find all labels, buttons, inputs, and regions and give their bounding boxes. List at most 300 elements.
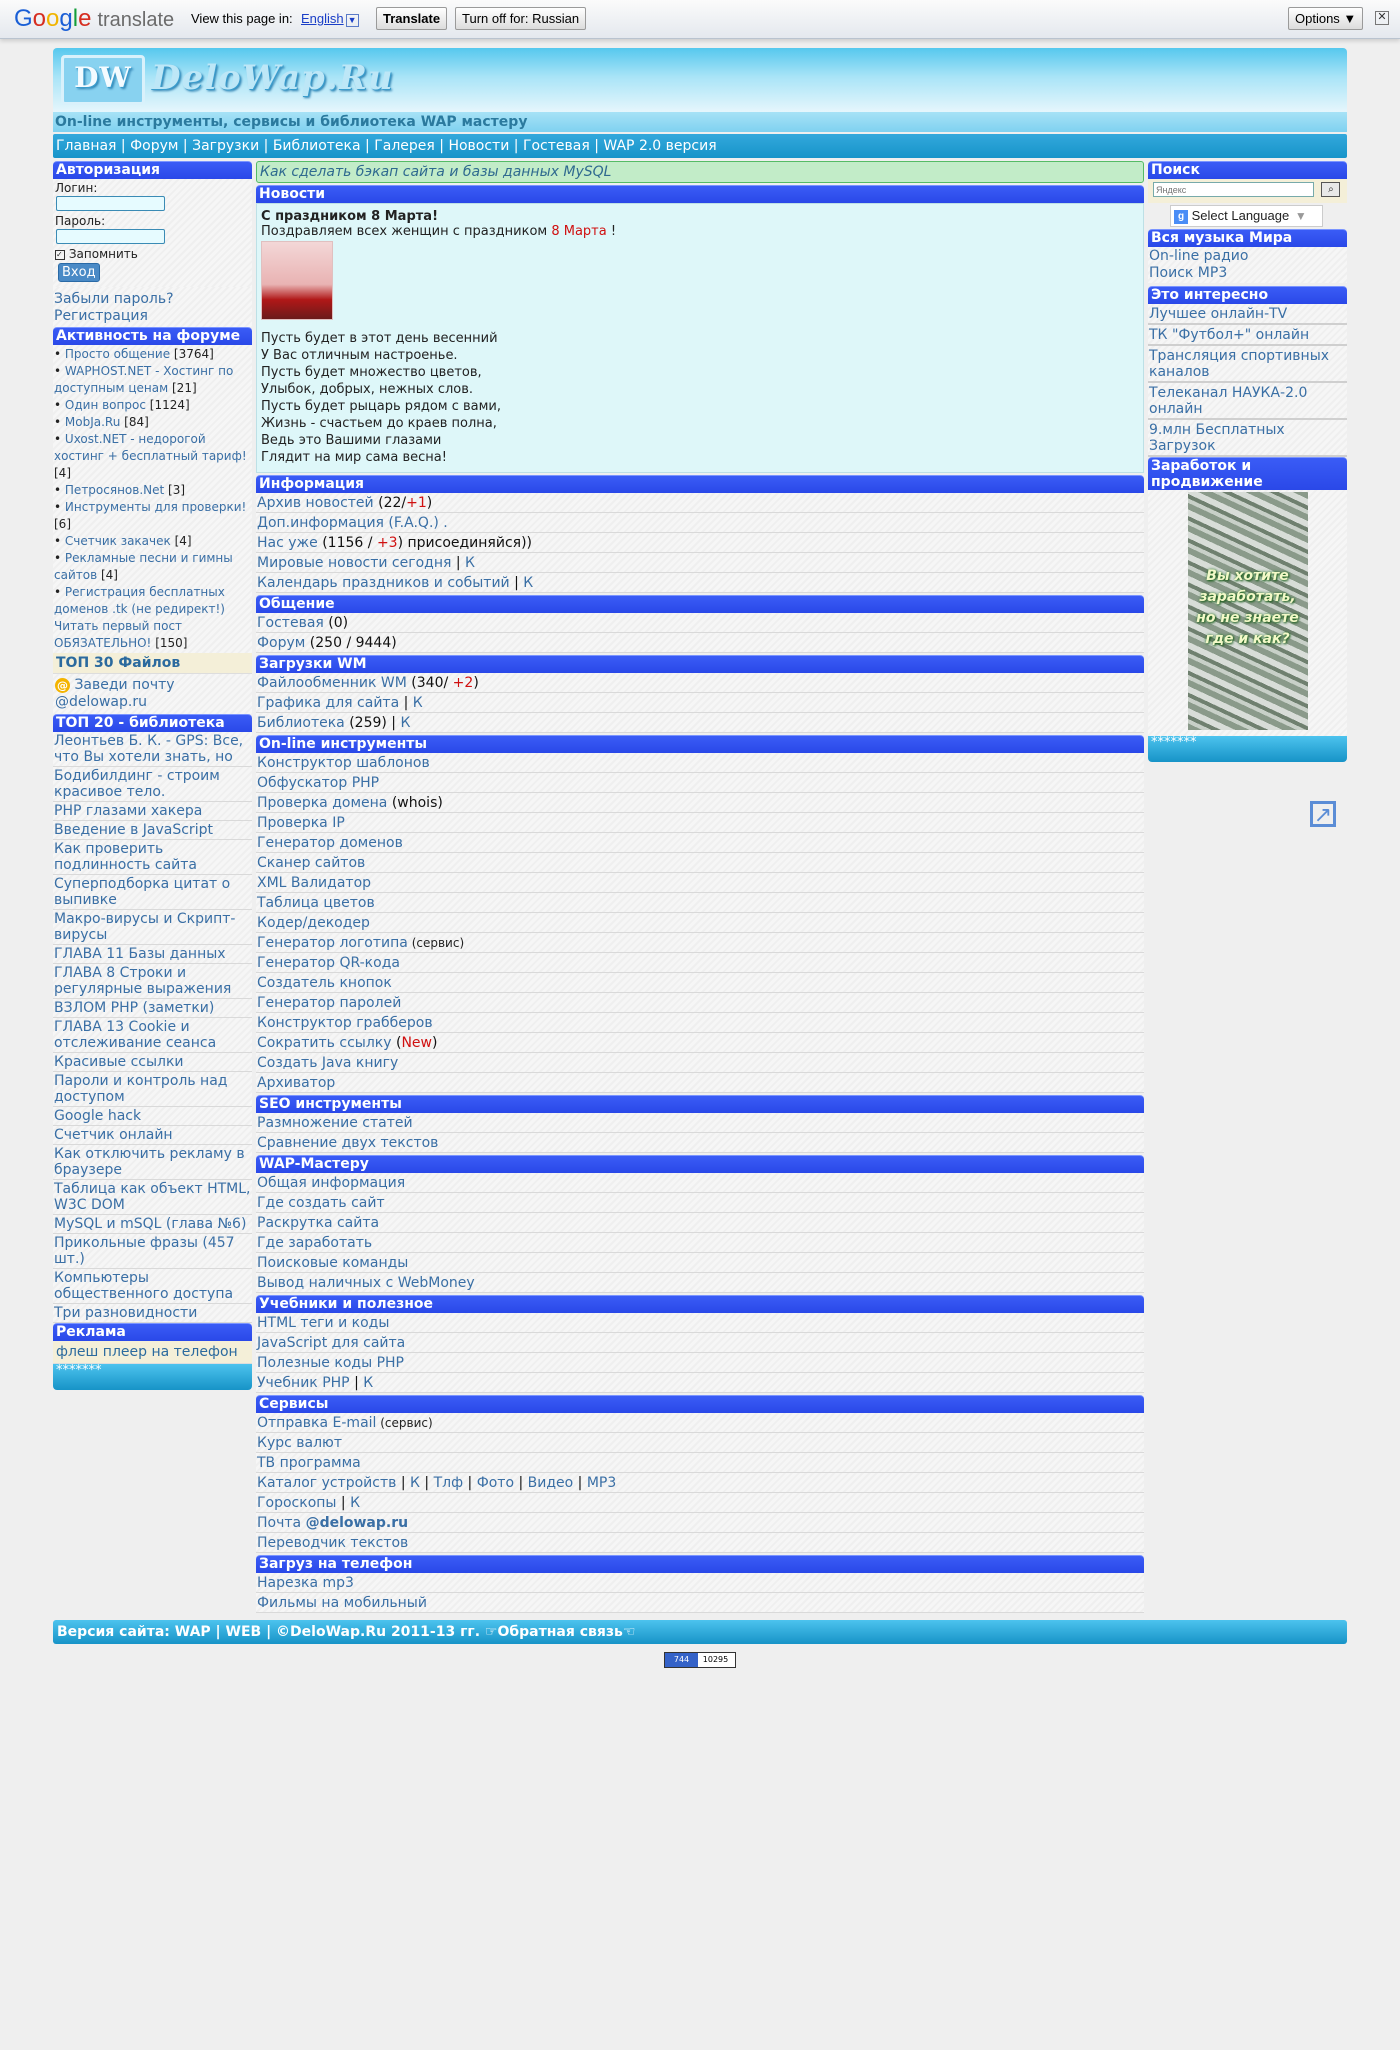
section-row (256, 613, 1144, 633)
row-link[interactable]: Генератор логотипа (257, 935, 408, 951)
section-row (256, 793, 1144, 813)
forum-activity-list (53, 345, 252, 653)
row-link[interactable]: Гостевая (257, 615, 324, 631)
row-link[interactable]: Проверка IP (257, 815, 345, 831)
row-link[interactable]: Каталог устройств (257, 1475, 397, 1491)
row-link[interactable]: Сравнение двух текстов (257, 1135, 439, 1151)
library-item[interactable]: MySQL и mSQL (глава №6) (53, 1215, 252, 1234)
section-row (256, 1233, 1144, 1253)
row-link[interactable]: Тлф (433, 1475, 464, 1491)
forum-topic-count: [4] (100, 568, 118, 582)
section-row (256, 993, 1144, 1013)
section-row (256, 853, 1144, 873)
interest-item[interactable]: 9.млн Бесплатных Загрузок (1148, 420, 1347, 457)
section-header: Загрузки WM (256, 655, 1144, 673)
auth-header: Авторизация (53, 161, 252, 179)
section-header: On-line инструменты (256, 735, 1144, 753)
left-sidebar (53, 161, 252, 1390)
language-value: English (301, 11, 344, 26)
row-text: ) присоединяйся)) (397, 535, 532, 551)
forum-topic-link[interactable]: Счетчик закачек (64, 534, 171, 548)
section-row (256, 1373, 1144, 1393)
row-link[interactable]: Мировые новости сегодня (257, 555, 452, 571)
interest-item[interactable]: ТК "Футбол+" онлайн (1148, 325, 1347, 346)
featured-article-link[interactable]: Как сделать бэкап сайта и базы данных MySQL (256, 161, 1144, 183)
section-row (256, 1573, 1144, 1593)
interest-item[interactable]: Лучшее онлайн-TV (1148, 304, 1347, 325)
news-heading: С праздником 8 Марта! (261, 209, 438, 224)
row-text: ) (473, 675, 479, 691)
nav-item-home[interactable]: Главная (56, 138, 117, 154)
forum-activity-item (54, 431, 251, 482)
library-item[interactable]: Леонтьев Б. К. - GPS: Все, что Вы хотели знать, но (53, 732, 252, 767)
password-input[interactable] (56, 229, 165, 244)
row-link[interactable]: Вывод наличных с WebMoney (257, 1275, 475, 1291)
site-wrapper (53, 48, 1347, 1611)
logo-mark: DW (61, 55, 145, 105)
row-link[interactable]: Календарь праздников и событий (257, 575, 510, 591)
section-row (256, 533, 1144, 553)
row-link[interactable]: Курс валют (257, 1435, 342, 1451)
checkbox-icon[interactable]: ✓ (55, 250, 65, 260)
earn-banner-wrap (1148, 490, 1347, 736)
bullet: • (54, 585, 65, 599)
row-link[interactable]: Видео (527, 1475, 574, 1491)
row-link[interactable]: Нас уже (257, 535, 318, 551)
nav-separator: | (434, 138, 449, 154)
row-link[interactable]: MP3 (586, 1475, 617, 1491)
forum-topic-link[interactable]: MobJa.Ru (64, 415, 121, 429)
select-language-label: Select Language (1191, 208, 1290, 223)
forum-topic-link[interactable]: Просто общение (64, 347, 171, 361)
forum-activity-header: Активность на форуме (53, 327, 252, 345)
banner-line: где и как? (1205, 631, 1290, 647)
forum-activity-item (54, 584, 251, 652)
poem-line: Пусть будет множество цветов, (261, 365, 482, 380)
row-link[interactable]: Архиватор (257, 1075, 336, 1091)
interest-header: Это интересно (1148, 286, 1347, 304)
poem-line: Глядит на мир сама весна! (261, 450, 447, 465)
row-link[interactable]: Доп.информация (F.A.Q.) . (257, 515, 448, 531)
visit-counter[interactable] (664, 1652, 736, 1668)
library-item[interactable]: ГЛАВА 13 Cookie и отслеживание сеанса (53, 1018, 252, 1053)
left-footer-bar: ******* (53, 1364, 252, 1390)
counter-today: 744 (665, 1653, 698, 1667)
top-files-link[interactable]: ТОП 30 Файлов (53, 653, 252, 674)
row-link[interactable]: Генератор доменов (257, 835, 403, 851)
row-link[interactable]: Отправка E-mail (257, 1415, 377, 1431)
row-link[interactable]: ТВ программа (257, 1455, 361, 1471)
logo-letter: o (32, 5, 47, 32)
section-row (256, 913, 1144, 933)
row-text: ) (431, 1035, 438, 1051)
row-link[interactable]: Где создать сайт (257, 1195, 385, 1211)
row-link[interactable]: Графика для сайта (257, 695, 400, 711)
bullet: • (54, 364, 65, 378)
section-row (256, 1313, 1144, 1333)
mail-promo (53, 674, 252, 714)
forum-activity-item (54, 414, 251, 431)
section-row (256, 1033, 1144, 1053)
row-link[interactable]: JavaScript для сайта (257, 1335, 406, 1351)
forum-activity-item (54, 499, 251, 533)
row-count-new: +1 (406, 495, 427, 511)
section-row (256, 1173, 1144, 1193)
interest-item[interactable]: Трансляция спортивных каналов (1148, 346, 1347, 383)
library-item[interactable]: Счетчик онлайн (53, 1126, 252, 1145)
section-row (256, 1593, 1144, 1613)
library-item[interactable]: Суперподборка цитат о выпивке (53, 875, 252, 910)
library-item[interactable]: Прикольные фразы (457 шт.) (53, 1234, 252, 1269)
row-link[interactable]: Кодер/декодер (257, 915, 370, 931)
site-tagline: On-line инструменты, сервисы и библиотека WAP мастеру (53, 112, 1347, 132)
row-link[interactable]: Общая информация (257, 1175, 406, 1191)
library-item[interactable]: Пароли и контроль над доступом (53, 1072, 252, 1107)
section-row (256, 1413, 1144, 1433)
row-text: | (509, 575, 524, 591)
forum-activity-item (54, 363, 251, 397)
forum-topic-link[interactable]: Регистрация бесплатных доменов .tk (не редирект!) Читать первый пост ОБЯЗАТЕЛЬНО! (54, 585, 225, 650)
bullet: • (54, 500, 65, 514)
row-note: (сервис) (407, 936, 465, 950)
forum-activity-item (54, 482, 251, 499)
forum-topic-count: [3] (168, 483, 186, 497)
row-link-bold[interactable]: @delowap.ru (305, 1515, 409, 1531)
section-row (256, 893, 1144, 913)
section-row (256, 1333, 1144, 1353)
poem-line: Пусть будет рыцарь рядом с вами, (261, 399, 502, 414)
nav-item-guestbook[interactable]: Гостевая (522, 138, 590, 154)
section-header: Учебники и полезное (256, 1295, 1144, 1313)
forum-topic-count: [4] (174, 534, 192, 548)
main-sections (256, 475, 1144, 1613)
row-link[interactable]: К (363, 1375, 374, 1391)
forum-activity-item (54, 397, 251, 414)
external-link-icon[interactable]: ↗ (1310, 801, 1336, 827)
row-link[interactable]: XML Валидатор (257, 875, 372, 891)
row-link[interactable]: Проверка домена (257, 795, 388, 811)
news-image (261, 241, 333, 320)
interest-item[interactable]: Телеканал НАУКА-2.0 онлайн (1148, 383, 1347, 420)
earn-banner-text (1188, 566, 1308, 650)
row-text: (259) | (344, 715, 401, 731)
row-link[interactable]: Размножение статей (257, 1115, 413, 1131)
google-translate-logo (14, 5, 174, 33)
logo-letter: e (78, 5, 92, 32)
row-link[interactable]: Поисковые команды (257, 1255, 409, 1271)
remember-row[interactable] (55, 247, 252, 261)
nav-item-library[interactable]: Библиотека (272, 138, 361, 154)
at-sign-icon: @ (57, 679, 68, 692)
section-header: Сервисы (256, 1395, 1144, 1413)
section-row (256, 1493, 1144, 1513)
news-line (261, 224, 1139, 239)
logo-text: DeloWap.Ru (151, 58, 394, 98)
news-line-end: ! (606, 224, 617, 239)
section-row (256, 1133, 1144, 1153)
site-logo[interactable] (61, 55, 394, 105)
section-row (256, 973, 1144, 993)
row-text: (1156 / (317, 535, 377, 551)
turn-off-button[interactable]: Turn off for: Russian (455, 7, 586, 30)
auth-form (53, 179, 252, 287)
section-row (256, 833, 1144, 853)
nav-separator: | (360, 138, 375, 154)
row-text: | (336, 1495, 351, 1511)
forum-activity-item (54, 346, 251, 363)
news-line-highlight: 8 Марта (551, 224, 607, 239)
section-row (256, 573, 1144, 593)
library-item[interactable]: Таблица как объект HTML, W3C DOM (54, 1181, 251, 1213)
counter-total: 10295 (702, 1655, 729, 1664)
row-link[interactable]: К (523, 575, 534, 591)
login-label: Логин: (55, 181, 98, 195)
section-row (256, 953, 1144, 973)
row-link[interactable]: Сканер сайтов (257, 855, 366, 871)
row-link[interactable]: Архив новостей (257, 495, 374, 511)
section-row (256, 773, 1144, 793)
row-link[interactable]: К (400, 715, 411, 731)
forum-topic-link[interactable]: Uxost.NET - недорогой хостинг + бесплатный тариф! (54, 432, 247, 463)
forum-topic-count: [1124] (149, 398, 190, 412)
section-row (256, 1513, 1144, 1533)
forgot-password-link[interactable]: Забыли пароль? (54, 291, 174, 307)
forum-topic-link[interactable]: WAPHOST.NET - Хостинг по доступным ценам (54, 364, 234, 395)
row-link[interactable]: Форум (257, 635, 306, 651)
nav-item-forum[interactable]: Форум (130, 138, 179, 154)
interest-list (1148, 304, 1347, 457)
library-top-header: ТОП 20 - библиотека (53, 714, 252, 732)
options-button[interactable]: Options ▼ (1288, 7, 1363, 30)
google-g-icon: g (1174, 210, 1188, 224)
translate-button[interactable]: Translate (376, 7, 447, 30)
section-row (256, 873, 1144, 893)
logo-letter: g (59, 5, 73, 32)
row-text: | (463, 1475, 477, 1491)
section-row (256, 1073, 1144, 1093)
row-link[interactable]: К (412, 695, 423, 711)
right-footer-bar: ******* (1148, 736, 1347, 762)
section-row (256, 1353, 1144, 1373)
forum-topic-count: [4] (54, 466, 71, 480)
main-content (256, 161, 1144, 1613)
library-item[interactable]: PHP глазами хакера (53, 802, 252, 821)
forum-topic-link[interactable]: Инструменты для проверки! (64, 500, 247, 514)
row-link[interactable]: Фильмы на мобильный (257, 1595, 427, 1611)
library-item[interactable]: Бодибилдинг - строим красивое тело. (53, 767, 252, 802)
row-link[interactable]: Где заработать (257, 1235, 373, 1251)
close-icon[interactable]: ✕ (1375, 11, 1389, 25)
nav-item-news[interactable]: Новости (448, 138, 510, 154)
section-row (256, 633, 1144, 653)
password-label: Пароль: (55, 214, 106, 228)
row-link[interactable]: HTML теги и коды (257, 1315, 390, 1331)
search-input[interactable] (1153, 182, 1314, 197)
select-language-dropdown[interactable] (1170, 205, 1323, 227)
ads-item[interactable]: флеш плеер на телефон (53, 1341, 252, 1364)
banner-line: заработать, (1199, 589, 1296, 605)
row-count-new: +3 (376, 535, 398, 551)
library-item[interactable]: ВЗЛОМ PHP (заметки) (53, 999, 252, 1018)
library-item[interactable]: Компьютеры общественного доступа (53, 1269, 252, 1304)
poem-line: Жизнь - счастьем до краев полна, (261, 416, 497, 431)
login-button[interactable]: Вход (58, 263, 100, 282)
row-text: | (451, 555, 466, 571)
forum-topic-link[interactable]: Один вопрос (64, 398, 146, 412)
section-row (256, 1453, 1144, 1473)
row-link[interactable]: Учебник PHP (257, 1375, 350, 1391)
section-row (256, 1013, 1144, 1033)
search-header: Поиск (1148, 161, 1347, 179)
section-row (256, 1193, 1144, 1213)
register-link[interactable]: Регистрация (54, 308, 148, 324)
section-header: Загруз на телефон (256, 1555, 1144, 1573)
row-link[interactable]: Обфускатор PHP (257, 775, 380, 791)
library-item[interactable]: Google hack (53, 1107, 252, 1126)
forum-topic-link[interactable]: Рекламные песни и гимны сайтов (54, 551, 233, 582)
section-row (256, 1113, 1144, 1133)
section-header: Общение (256, 595, 1144, 613)
row-link[interactable]: Почта (257, 1515, 306, 1531)
search-box (1148, 179, 1347, 203)
nav-item-gallery[interactable]: Галерея (374, 138, 435, 154)
earn-banner[interactable] (1188, 492, 1308, 730)
section-row (256, 1433, 1144, 1453)
section-row (256, 493, 1144, 513)
nav-separator: | (178, 138, 193, 154)
row-text: | (399, 695, 413, 711)
library-top-list (53, 732, 252, 1323)
section-row (256, 753, 1144, 773)
forum-activity-item (54, 550, 251, 584)
row-link[interactable]: Генератор QR-кода (257, 955, 400, 971)
bullet: • (54, 483, 65, 497)
logo-letter: G (14, 5, 33, 32)
row-text: ) (426, 495, 433, 511)
row-link[interactable]: Сократить ссылку (257, 1035, 392, 1051)
row-link[interactable]: К (350, 1495, 361, 1511)
right-sidebar (1148, 161, 1347, 828)
section-header: Информация (256, 475, 1144, 493)
library-item[interactable]: Красивые ссылки (53, 1053, 252, 1072)
nav-separator: | (589, 138, 604, 154)
nav-item-wap2[interactable]: WAP 2.0 версия (603, 138, 717, 154)
row-text: | (419, 1475, 434, 1491)
row-link[interactable]: Конструктор грабберов (257, 1015, 433, 1031)
section-row (256, 1473, 1144, 1493)
top-navigation (53, 134, 1347, 158)
nav-item-downloads[interactable]: Загрузки (192, 138, 260, 154)
library-item[interactable]: Как проверить подлинность сайта (53, 840, 252, 875)
row-link[interactable]: Нарезка mp3 (257, 1575, 354, 1591)
row-text: | (396, 1475, 410, 1491)
row-link[interactable]: К (465, 555, 475, 571)
library-item[interactable]: ГЛАВА 11 Базы данных (53, 945, 252, 964)
library-item[interactable]: Как отключить рекламу в браузере (53, 1145, 252, 1180)
row-link[interactable]: Раскрутка сайта (257, 1215, 380, 1231)
bullet: • (54, 534, 65, 548)
row-count-new: New (401, 1035, 432, 1051)
row-link[interactable]: Создатель кнопок (257, 975, 392, 991)
banner-line: но не знаете (1196, 610, 1299, 626)
forum-topic-count: [3764] (173, 347, 214, 361)
poem-line: Улыбок, добрых, нежных слов. (261, 382, 474, 397)
poem-line: Ведь это Вашими глазами (261, 433, 442, 448)
section-row (256, 933, 1144, 953)
section-row (256, 713, 1144, 733)
row-text: (250 / 9444) (305, 635, 397, 651)
section-row (256, 1213, 1144, 1233)
section-row (256, 553, 1144, 573)
row-link[interactable]: Гороскопы (257, 1495, 337, 1511)
language-select[interactable] (301, 11, 359, 27)
section-header: WAP-Мастеру (256, 1155, 1144, 1173)
row-text: (whois) (387, 795, 443, 811)
section-row (256, 1273, 1144, 1293)
library-item[interactable]: Макро-вирусы и Скрипт-вирусы (53, 910, 252, 945)
library-item[interactable]: Три разновидности (53, 1304, 252, 1323)
radio-link[interactable]: On-line радио (1149, 248, 1249, 264)
login-input[interactable] (56, 196, 165, 211)
news-block (256, 203, 1144, 473)
row-link[interactable]: Файлообменник WM (257, 675, 407, 691)
search-icon[interactable]: ⌕ (1321, 182, 1340, 197)
section-row (256, 813, 1144, 833)
row-link[interactable]: Переводчик текстов (257, 1535, 409, 1551)
forum-topic-link[interactable]: Петросянов.Net (64, 483, 165, 497)
row-text: | (573, 1475, 587, 1491)
chevron-down-icon: ▼ (1294, 209, 1307, 223)
section-row (256, 513, 1144, 533)
row-text: ( (391, 1035, 402, 1051)
library-item[interactable]: ГЛАВА 8 Строки и регулярные выражения (53, 964, 252, 999)
row-link[interactable]: Создать Java книгу (257, 1055, 399, 1071)
news-header: Новости (256, 185, 1144, 203)
poem-line: У Вас отличным настроенье. (261, 348, 458, 363)
library-item[interactable]: Введение в JavaScript (53, 821, 252, 840)
remember-label: Запомнить (68, 247, 138, 261)
row-link[interactable]: Генератор паролей (257, 995, 402, 1011)
row-link[interactable]: К (410, 1475, 420, 1491)
chevron-down-icon: ▼ (346, 14, 359, 27)
mail-link[interactable]: Заведи почту @delowap.ru (55, 677, 175, 710)
row-link[interactable]: Библиотека (257, 715, 345, 731)
row-text: | (349, 1375, 364, 1391)
language-widget (1148, 203, 1347, 229)
section-row (256, 1533, 1144, 1553)
mp3-search-link[interactable]: Поиск MP3 (1149, 265, 1228, 281)
row-link[interactable]: Таблица цветов (257, 895, 375, 911)
section-header: SEO инструменты (256, 1095, 1144, 1113)
music-header: Вся музыка Мира (1148, 229, 1347, 247)
auth-links (53, 287, 252, 327)
nav-separator: | (509, 138, 523, 154)
nav-separator: | (116, 138, 131, 154)
earn-header: Заработок и продвижение (1148, 457, 1347, 490)
row-link[interactable]: Полезные коды PHP (257, 1355, 404, 1371)
logo-suffix: translate (97, 9, 175, 31)
row-link[interactable]: Конструктор шаблонов (257, 755, 430, 771)
row-link[interactable]: Фото (476, 1475, 515, 1491)
row-note: (сервис) (376, 1416, 433, 1430)
section-row (256, 1253, 1144, 1273)
forum-activity-item (54, 533, 251, 550)
bullet: • (54, 551, 65, 565)
bullet: • (54, 432, 65, 446)
row-text: (22/ (373, 495, 407, 511)
forum-topic-count: [21] (172, 381, 197, 395)
bullet: • (54, 398, 65, 412)
